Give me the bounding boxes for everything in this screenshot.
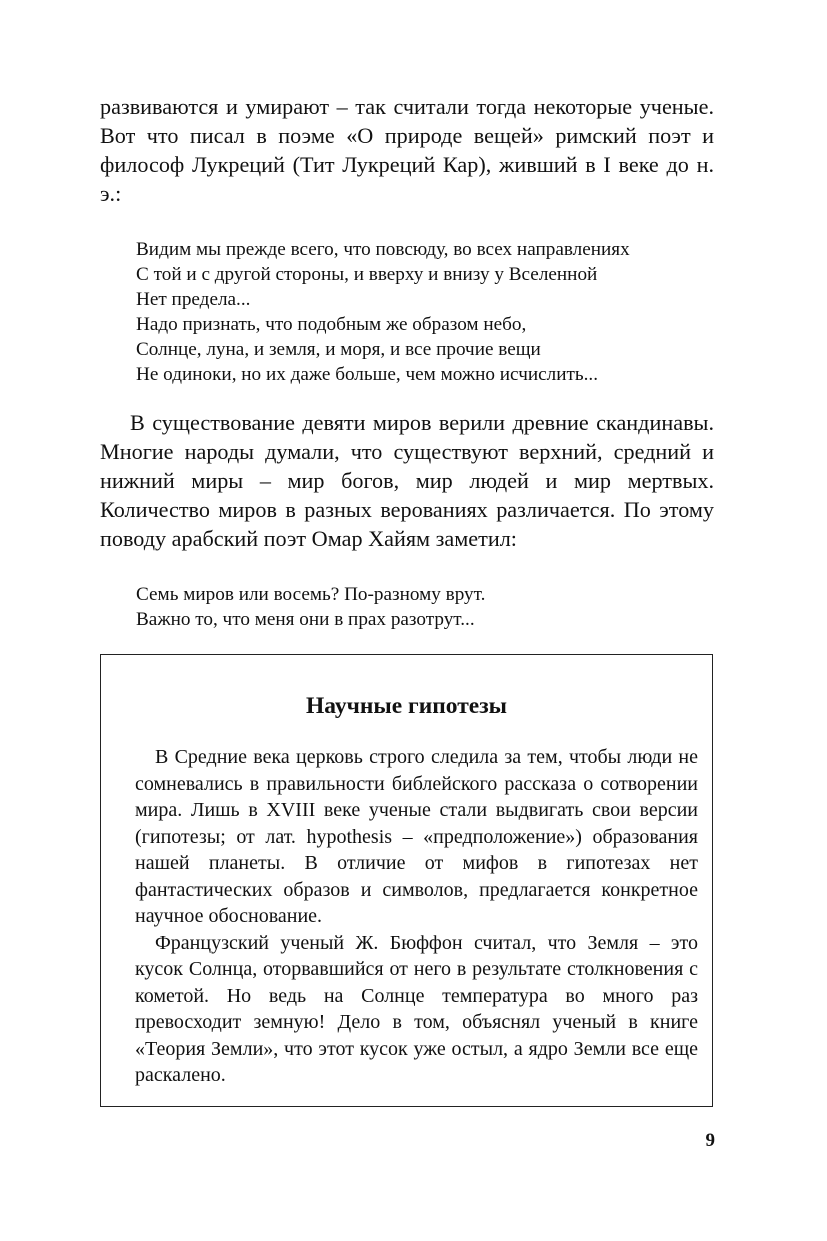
poem-line: Надо признать, что подобным же образом небо, xyxy=(136,314,527,335)
paragraph-nine-worlds: В существование девяти миров верили древние скандинавы. Многие народы думали, что существуют верхний, средний и нижний миры – мир богов, мир людей и мир мертвых. Количество миров в разных верованиях различается. По этому поводу арабский поэт Омар Хайям заметил: xyxy=(100,410,714,551)
lucretius-poem xyxy=(100,237,714,387)
paragraph-lucretius-intro: развиваются и умирают – так считали тогда некоторые ученые. Вот что писал в поэме «О природе вещей» римский поэт и философ Лукреций (Тит Лукреций Кар), живший в I веке до н. э.: xyxy=(100,94,714,206)
poem-line: Семь миров или восемь? По-разному врут. xyxy=(136,584,486,605)
page-number: 9 xyxy=(705,1130,715,1151)
main-text xyxy=(100,92,714,632)
poem-line: Солнце, луна, и земля, и моря, и все прочие вещи xyxy=(136,339,541,360)
sidebar-paragraph-middle-ages: В Средние века церковь строго следила за тем, чтобы люди не сомневались в правильности библейского рассказа о сотворении мира. Лишь в XVIII веке ученые стали выдвигать свои версии (гипотезы; от лат. hypothesis – «предположение») образования нашей планеты. В отличие от мифов в гипотезах нет фантастических образов и символов, предлагается конкретное научное обоснование. xyxy=(135,746,698,927)
poem-line: Важно то, что меня они в прах разотрут... xyxy=(136,609,475,630)
sidebar-paragraph-buffon: Французский ученый Ж. Бюффон считал, что Земля – это кусок Солнца, оторвавшийся от него в результате столкновения с кометой. Но ведь на Солнце температура во много раз превосходит земную! Дело в том, объяснял ученый в книге «Теория Земли», что этот кусок уже остыл, а ядро Земли все еще раскалено. xyxy=(135,931,698,1086)
khayyam-poem xyxy=(100,582,714,632)
poem-line: Видим мы прежде всего, что повсюду, во всех направлениях xyxy=(136,239,630,260)
poem-line: Нет предела... xyxy=(136,289,251,310)
sidebar-title: Научные гипотезы xyxy=(306,693,507,719)
poem-line: С той и с другой стороны, и вверху и внизу у Вселенной xyxy=(136,264,598,285)
poem-line: Не одиноки, но их даже больше, чем можно исчислить... xyxy=(136,364,598,385)
scientific-hypotheses-box xyxy=(100,654,713,1107)
sidebar-body xyxy=(135,744,698,1089)
